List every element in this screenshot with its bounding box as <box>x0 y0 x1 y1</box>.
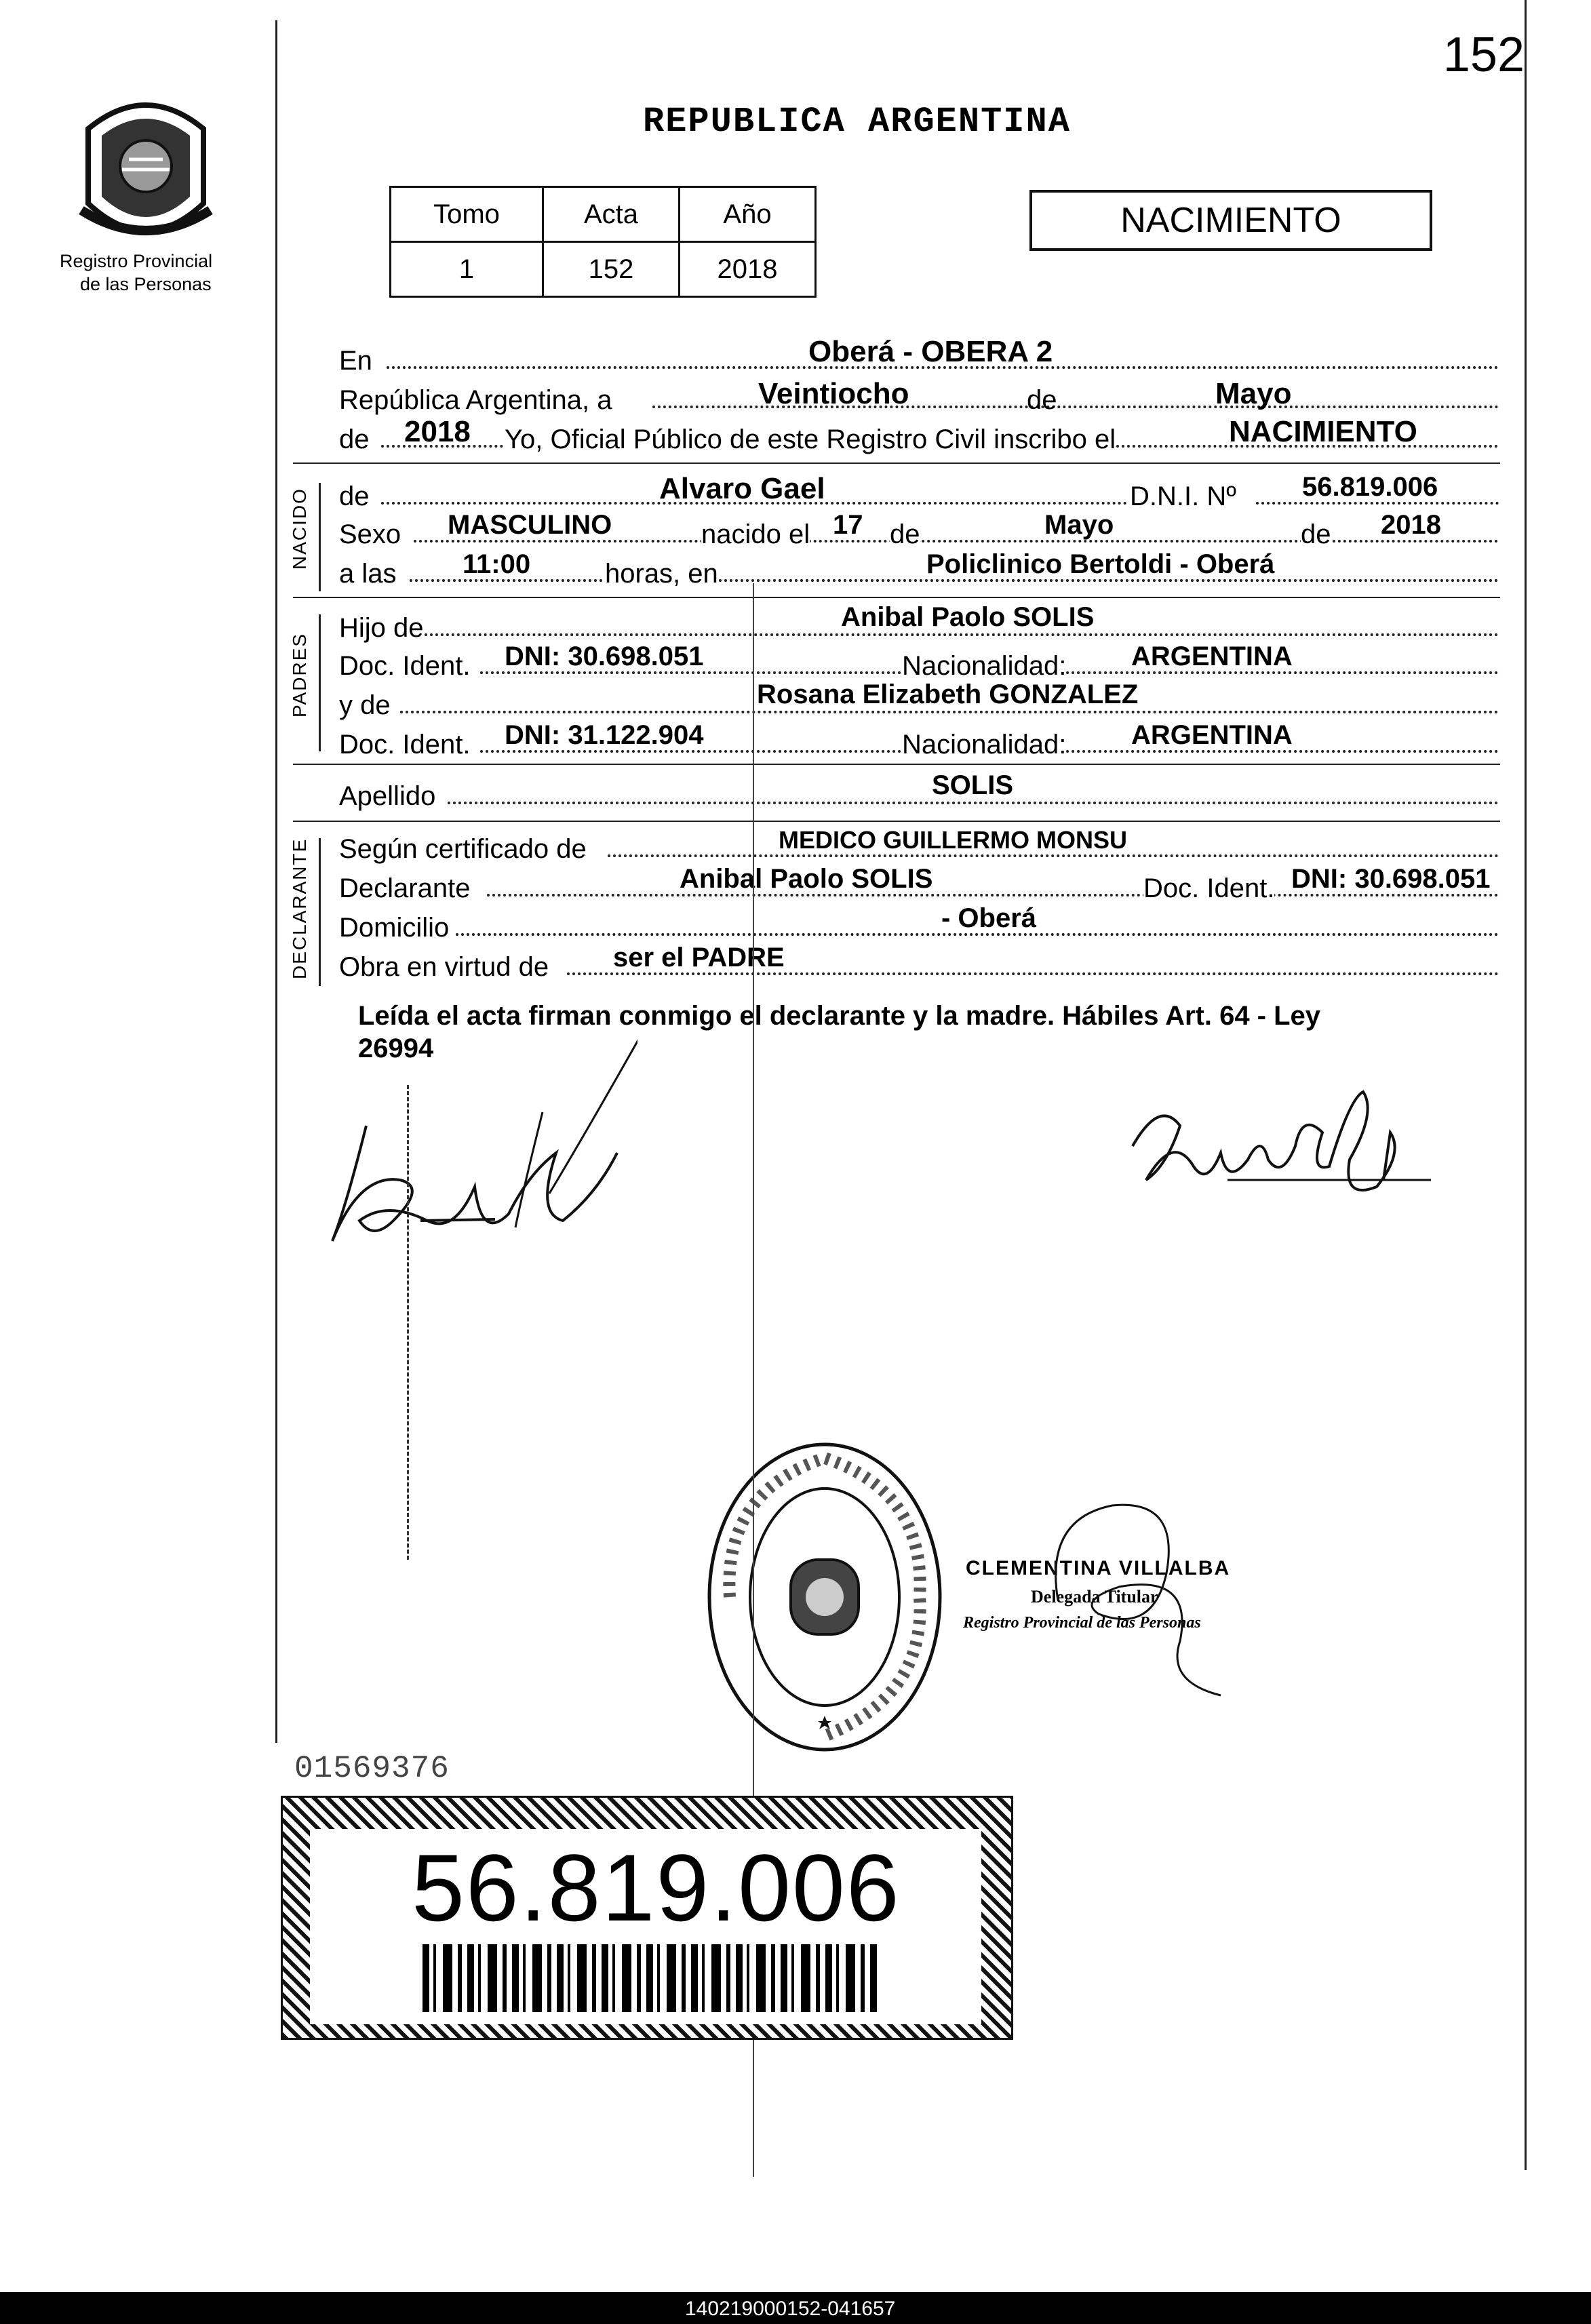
hijo-label: Hijo de <box>339 613 424 643</box>
official-title: Delegada Titular <box>1031 1587 1158 1607</box>
en-label: En <box>339 346 372 376</box>
barcode-number: 56.819.006 <box>412 1834 901 1941</box>
doc-label: Doc. Ident. <box>339 651 471 681</box>
registro-value: NACIMIENTO <box>1229 415 1417 448</box>
birth-year: 2018 <box>1381 510 1441 540</box>
month-value: Mayo <box>1215 377 1292 410</box>
de-label: de <box>339 425 370 454</box>
official-org: Registro Provincial de las Personas <box>963 1614 1201 1632</box>
registry-line-1: Registro Provincial <box>60 251 213 271</box>
dots <box>400 711 1499 713</box>
acta-value: 152 <box>543 242 680 297</box>
horas-label: horas, en <box>605 559 718 589</box>
birth-month: Mayo <box>1044 510 1114 540</box>
provincial-seal <box>75 88 217 251</box>
sexo-value: MASCULINO <box>448 510 612 540</box>
mother-nationality: ARGENTINA <box>1131 720 1293 750</box>
obra-label: Obra en virtud de <box>339 952 549 982</box>
doc-label: Doc. Ident. <box>339 730 471 760</box>
right-margin-line <box>1525 0 1527 2170</box>
nacido-bracket <box>319 483 321 591</box>
barcode-inner <box>310 1829 981 2024</box>
section-divider <box>293 821 1500 822</box>
nationality-label: Nacionalidad: <box>902 730 1067 760</box>
apellido-value: SOLIS <box>932 770 1014 800</box>
de-label: de <box>1301 519 1331 549</box>
ano-value: 2018 <box>680 242 816 297</box>
ano-header: Año <box>680 187 816 242</box>
acta-table <box>389 186 817 298</box>
official-stamp <box>703 1438 947 1756</box>
nacido-el-label: nacido el <box>701 519 810 549</box>
declarante-bracket <box>319 838 321 986</box>
declarante-field-label: Declarante <box>339 873 471 903</box>
father-name: Anibal Paolo SOLIS <box>841 602 1095 632</box>
tomo-header: Tomo <box>391 187 543 242</box>
certificado-value: MEDICO GUILLERMO MONSU <box>779 826 1127 854</box>
closing-line-2: 26994 <box>358 1033 434 1063</box>
mother-name: Rosana Elizabeth GONZALEZ <box>757 680 1139 709</box>
signature-declarante <box>319 1017 637 1261</box>
mother-doc: DNI: 31.122.904 <box>505 720 704 750</box>
margin-line <box>275 20 277 1743</box>
declarante-label: DECLARANTE <box>289 838 310 979</box>
closing-line-1: Leída el acta firman conmigo el declarante y la madre. Hábiles Art. 64 - Ley <box>358 1001 1321 1031</box>
yde-label: y de <box>339 690 391 720</box>
year-value: 2018 <box>404 415 471 448</box>
alas-label: a las <box>339 559 397 589</box>
obra-value: ser el PADRE <box>613 943 785 972</box>
dni-label: D.N.I. Nº <box>1130 481 1236 511</box>
footer-id: 140219000152-041657 <box>685 2298 896 2320</box>
child-dni: 56.819.006 <box>1302 472 1438 502</box>
padres-bracket <box>319 614 321 751</box>
country-title: REPUBLICA ARGENTINA <box>643 102 1071 142</box>
section-divider <box>293 462 1500 464</box>
section-divider <box>293 597 1500 598</box>
tomo-value: 1 <box>391 242 543 297</box>
child-name: Alvaro Gael <box>659 472 825 505</box>
registry-line-2: de las Personas <box>80 274 212 294</box>
official-signature <box>1017 1465 1234 1709</box>
document-type-box: NACIMIENTO <box>1029 190 1432 251</box>
de-label: de <box>339 481 370 511</box>
declarante-doc-value: DNI: 30.698.051 <box>1291 864 1491 894</box>
registro-text: Yo, Oficial Público de este Registro Civil inscribo el <box>505 425 1116 454</box>
place-value: Oberá - OBERA 2 <box>808 335 1053 368</box>
father-nationality: ARGENTINA <box>1131 642 1293 671</box>
domicilio-label: Domicilio <box>339 913 450 943</box>
dots <box>448 802 1499 804</box>
barcode-block <box>281 1796 1013 2040</box>
domicilio-value: - Oberá <box>941 903 1037 933</box>
de-label: de <box>890 519 920 549</box>
dashed-line <box>407 1085 409 1560</box>
sexo-label: Sexo <box>339 519 401 549</box>
day-value: Veintiocho <box>758 377 909 410</box>
declarante-doc-label: Doc. Ident. <box>1143 873 1275 903</box>
declarante-value: Anibal Paolo SOLIS <box>680 864 933 894</box>
birth-day: 17 <box>833 510 863 540</box>
republic-label: República Argentina, a <box>339 385 612 415</box>
birth-time: 11:00 <box>463 549 531 579</box>
barcode-bars <box>423 1944 877 2012</box>
padres-label: PADRES <box>289 632 310 717</box>
serial-number: 01569376 <box>294 1751 450 1786</box>
nacido-label: NACIDO <box>289 488 310 570</box>
dots <box>608 854 1499 857</box>
page-number: 152 <box>1442 28 1525 82</box>
certificado-label: Según certificado de <box>339 834 587 864</box>
section-divider <box>293 764 1500 765</box>
apellido-label: Apellido <box>339 781 436 811</box>
de-label: de <box>1027 385 1057 415</box>
dots <box>425 633 1499 636</box>
signature-madre <box>1119 1071 1445 1207</box>
father-doc: DNI: 30.698.051 <box>505 642 704 671</box>
nationality-label: Nacionalidad: <box>902 651 1067 681</box>
official-name: CLEMENTINA VILLALBA <box>966 1557 1231 1579</box>
birth-place: Policlinico Bertoldi - Oberá <box>926 549 1275 579</box>
footer-bar <box>0 2292 1591 2324</box>
acta-header: Acta <box>543 187 680 242</box>
